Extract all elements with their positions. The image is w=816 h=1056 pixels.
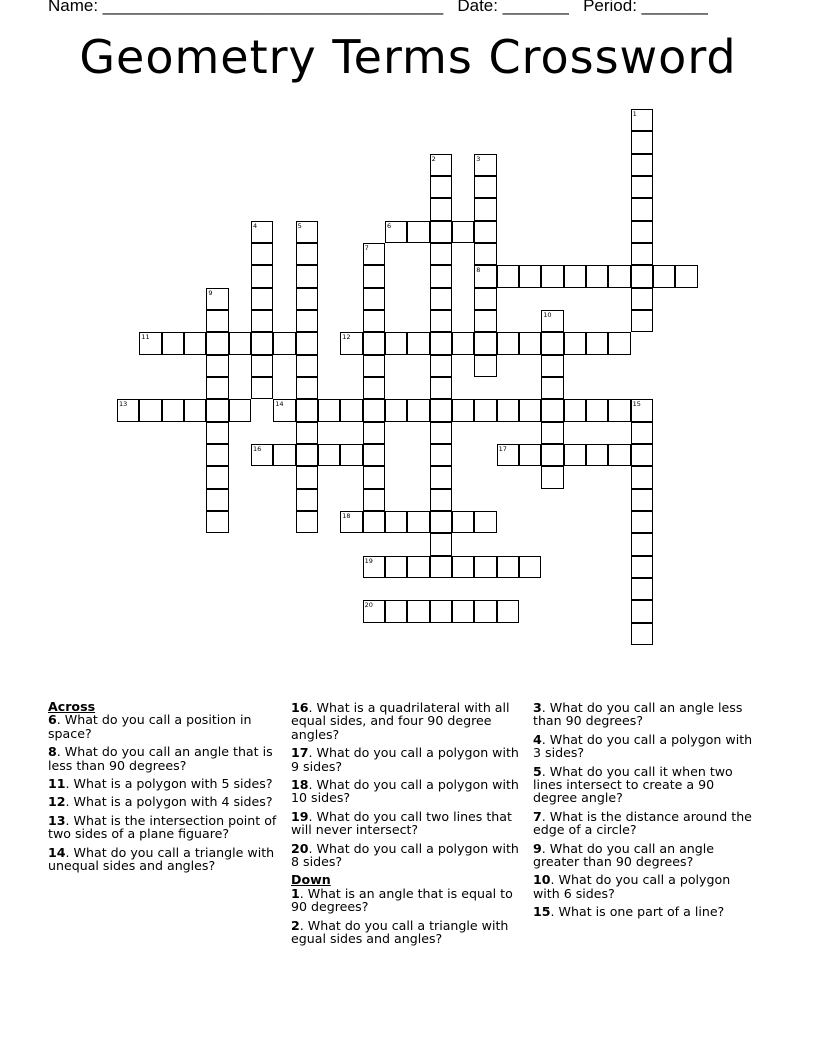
- clue-number: 19: [291, 808, 309, 824]
- grid-cell[interactable]: [631, 623, 653, 645]
- grid-cell[interactable]: [631, 131, 653, 153]
- grid-cell[interactable]: [430, 422, 452, 444]
- clue-number-label: 19: [364, 556, 373, 565]
- grid-cell[interactable]: [586, 265, 608, 287]
- grid-cell[interactable]: [296, 422, 318, 444]
- down-clue-15: 15. What is one part of a line?: [533, 904, 725, 920]
- clues-column-1: [48, 700, 278, 877]
- grid-cell[interactable]: [430, 243, 452, 265]
- grid-cell[interactable]: [162, 332, 184, 354]
- across-clue-19: 19. What do you call two lines that will never intersect?: [291, 808, 512, 838]
- grid-cell[interactable]: [251, 355, 273, 377]
- grid-cell[interactable]: [631, 221, 653, 243]
- grid-cell[interactable]: [251, 265, 273, 287]
- grid-cell[interactable]: [541, 332, 563, 354]
- grid-cell[interactable]: [296, 355, 318, 377]
- grid-cell[interactable]: [273, 444, 295, 466]
- grid-cell[interactable]: [296, 265, 318, 287]
- down-heading: Down: [291, 872, 331, 888]
- clue-text: What do you call an angle less than 90 degrees?: [533, 700, 743, 729]
- grid-cell[interactable]: [206, 444, 228, 466]
- grid-cell[interactable]: [430, 489, 452, 511]
- clue-number: 7: [533, 808, 542, 824]
- grid-cell[interactable]: [340, 444, 362, 466]
- clue-number: 1: [291, 885, 300, 901]
- grid-cell[interactable]: [608, 265, 630, 287]
- date-field[interactable]: Date: _______: [457, 0, 569, 15]
- grid-cell[interactable]: [363, 444, 385, 466]
- clue-number: 17: [291, 745, 309, 761]
- grid-cell[interactable]: [363, 377, 385, 399]
- grid-cell[interactable]: [139, 399, 161, 421]
- grid-cell[interactable]: [474, 198, 496, 220]
- grid-cell[interactable]: [608, 444, 630, 466]
- grid-cell[interactable]: [631, 288, 653, 310]
- grid-cell[interactable]: [430, 288, 452, 310]
- grid-cell[interactable]: [564, 332, 586, 354]
- clue-text: What do you call a polygon with 10 sides?: [291, 777, 519, 806]
- clue-number-label: 18: [342, 511, 351, 520]
- grid-cell[interactable]: [519, 399, 541, 421]
- clue-number: 14: [48, 844, 66, 860]
- grid-cell[interactable]: [564, 265, 586, 287]
- grid-cell[interactable]: [318, 444, 340, 466]
- grid-cell[interactable]: [206, 310, 228, 332]
- grid-cell[interactable]: [430, 466, 452, 488]
- grid-cell[interactable]: [296, 489, 318, 511]
- grid-cell[interactable]: [608, 332, 630, 354]
- grid-cell[interactable]: [385, 332, 407, 354]
- grid-cell[interactable]: [206, 399, 228, 421]
- grid-cell[interactable]: [340, 399, 362, 421]
- grid-cell[interactable]: [430, 556, 452, 578]
- grid-cell[interactable]: [631, 556, 653, 578]
- grid-cell[interactable]: [430, 176, 452, 198]
- grid-cell[interactable]: [229, 399, 251, 421]
- grid-cell[interactable]: [474, 399, 496, 421]
- across-clue-20: 20. What do you call a polygon with 8 sides?: [291, 840, 519, 870]
- clue-number: 10: [533, 872, 551, 888]
- grid-cell[interactable]: [497, 600, 519, 622]
- grid-cell[interactable]: [363, 332, 385, 354]
- grid-cell[interactable]: [430, 377, 452, 399]
- grid-cell[interactable]: [564, 444, 586, 466]
- grid-cell[interactable]: [541, 355, 563, 377]
- clue-text: What do you call a polygon with 8 sides?: [291, 840, 519, 870]
- grid-cell[interactable]: [541, 399, 563, 421]
- grid-cell[interactable]: [296, 466, 318, 488]
- down-clue-3: 3. What do you call an angle less than 90 degrees?: [533, 700, 743, 729]
- grid-cell[interactable]: [206, 332, 228, 354]
- grid-cell[interactable]: [497, 556, 519, 578]
- grid-cell[interactable]: [184, 332, 206, 354]
- period-field[interactable]: Period: _______: [583, 0, 708, 15]
- clue-number-label: 9: [208, 288, 213, 297]
- clue-text: What do you call a triangle with unequal sides and angles?: [48, 844, 275, 874]
- clue-number-label: 17: [498, 444, 507, 453]
- down-clue-4: 4. What do you call a polygon with 3 sides?: [533, 731, 753, 761]
- grid-cell[interactable]: [519, 265, 541, 287]
- down-clue-1: 1. What is an angle that is equal to 90 degrees?: [291, 885, 513, 915]
- grid-cell[interactable]: [363, 489, 385, 511]
- grid-cell[interactable]: [363, 399, 385, 421]
- grid-cell[interactable]: [474, 310, 496, 332]
- clue-number-label: 16: [252, 444, 262, 453]
- grid-cell[interactable]: [497, 265, 519, 287]
- grid-cell[interactable]: [407, 221, 429, 243]
- clue-text: What do you call it when two lines intersect to create a 90 degree angle?: [533, 763, 733, 806]
- grid-cell[interactable]: [251, 377, 273, 399]
- clue-number: 9: [533, 840, 542, 856]
- grid-cell[interactable]: [206, 377, 228, 399]
- grid-cell[interactable]: [430, 265, 452, 287]
- grid-cell[interactable]: [474, 176, 496, 198]
- grid-cell[interactable]: [631, 444, 653, 466]
- grid-cell[interactable]: [296, 243, 318, 265]
- grid-cell[interactable]: [474, 221, 496, 243]
- grid-cell[interactable]: [541, 265, 563, 287]
- clue-number-label: 15: [632, 400, 641, 409]
- grid-cell[interactable]: [474, 556, 496, 578]
- grid-cell[interactable]: [296, 288, 318, 310]
- clue-text: What do you call a triangle with egual sides and angles?: [291, 917, 509, 947]
- clue-number-label: 1: [632, 110, 637, 118]
- clue-number-label: 2: [431, 154, 436, 163]
- grid-cell[interactable]: [407, 556, 429, 578]
- clue-number: 12: [48, 794, 66, 810]
- grid-cell[interactable]: [407, 600, 429, 622]
- clue-number: 20: [291, 840, 309, 856]
- grid-cell[interactable]: [430, 198, 452, 220]
- clue-number-label: 14: [275, 400, 284, 409]
- grid-cell[interactable]: [251, 332, 273, 354]
- grid-cell[interactable]: [452, 600, 474, 622]
- grid-cell[interactable]: [296, 444, 318, 466]
- clue-number: 18: [291, 777, 309, 793]
- grid-cell[interactable]: [631, 511, 653, 533]
- grid-cell[interactable]: [296, 511, 318, 533]
- grid-cell[interactable]: [162, 399, 184, 421]
- clue-number-label: 3: [476, 154, 481, 163]
- grid-cell[interactable]: [474, 288, 496, 310]
- grid-cell[interactable]: [631, 154, 653, 176]
- grid-cell[interactable]: [363, 511, 385, 533]
- grid-cell[interactable]: [541, 422, 563, 444]
- grid-cell[interactable]: [430, 399, 452, 421]
- across-clue-11: 11. What is a polygon with 5 sides?: [48, 776, 273, 792]
- grid-cell[interactable]: [474, 332, 496, 354]
- grid-cell[interactable]: [519, 332, 541, 354]
- clue-number: 15: [533, 904, 551, 920]
- clue-number-label: 12: [342, 333, 351, 342]
- down-clue-9: 9. What do you call an angle greater than 90 degrees?: [533, 840, 715, 870]
- grid-cell[interactable]: [430, 310, 452, 332]
- clue-text: What is the intersection point of two sides of a plane figuare?: [48, 812, 277, 842]
- clue-text: What is one part of a line?: [558, 904, 725, 920]
- down-clue-10: 10. What do you call a polygon with 6 sides?: [533, 872, 731, 901]
- grid-cell[interactable]: [430, 332, 452, 354]
- across-clue-6: 6. What do you call a position in space?: [48, 712, 252, 741]
- grid-cell[interactable]: [631, 533, 653, 555]
- grid-cell[interactable]: [586, 332, 608, 354]
- page-title: Geometry Terms Crossword: [79, 30, 737, 84]
- grid-cell[interactable]: [541, 377, 563, 399]
- grid-cell[interactable]: [296, 377, 318, 399]
- clue-text: What is a polygon with 4 sides?: [73, 794, 273, 810]
- grid-cell[interactable]: [385, 511, 407, 533]
- grid-cell[interactable]: [363, 466, 385, 488]
- grid-cell[interactable]: [251, 310, 273, 332]
- grid-cell[interactable]: [631, 176, 653, 198]
- clue-number: 6: [48, 712, 57, 728]
- down-clue-5: 5. What do you call it when two lines intersect to create a 90 degree angle?: [533, 763, 733, 806]
- grid-cell[interactable]: [586, 444, 608, 466]
- grid-cell[interactable]: [631, 422, 653, 444]
- grid-cell[interactable]: [363, 310, 385, 332]
- clue-number-label: 7: [364, 243, 369, 252]
- grid-cell[interactable]: [474, 600, 496, 622]
- grid-cell[interactable]: [407, 332, 429, 354]
- down-clue-2: 2. What do you call a triangle with egual sides and angles?: [291, 917, 509, 947]
- grid-cell[interactable]: [541, 444, 563, 466]
- grid-cell[interactable]: [296, 332, 318, 354]
- grid-cell[interactable]: [541, 466, 563, 488]
- grid-cell[interactable]: [631, 466, 653, 488]
- clues-column-2: [291, 701, 523, 951]
- grid-cell[interactable]: [273, 332, 295, 354]
- grid-cell[interactable]: [407, 399, 429, 421]
- grid-cell[interactable]: [296, 310, 318, 332]
- clue-text: What is a quadrilateral with all equal sides, and four 90 degree angles?: [291, 700, 510, 742]
- across-clue-8: 8. What do you call an angle that is less than 90 degrees?: [48, 744, 273, 773]
- clue-number: 4: [533, 731, 542, 747]
- clues-column-3: [533, 701, 755, 924]
- clue-text: What do you call two lines that will never intersect?: [291, 808, 512, 838]
- clue-number-label: 11: [141, 333, 150, 342]
- grid-cell[interactable]: [430, 444, 452, 466]
- grid-cell[interactable]: [184, 399, 206, 421]
- grid-cell[interactable]: [363, 265, 385, 287]
- clue-text: What do you call a position in space?: [48, 712, 252, 741]
- across-clue-18: 18. What do you call a polygon with 10 sides?: [291, 777, 519, 806]
- grid-cell[interactable]: [519, 556, 541, 578]
- grid-cell[interactable]: [430, 511, 452, 533]
- grid-cell[interactable]: [631, 310, 653, 332]
- grid-cell[interactable]: [452, 221, 474, 243]
- clue-number-label: 5: [297, 221, 302, 230]
- across-clue-16: 16. What is a quadrilateral with all equal sides, and four 90 degree angles?: [291, 700, 510, 742]
- clue-number: 13: [48, 812, 66, 828]
- grid-cell[interactable]: [631, 198, 653, 220]
- grid-cell[interactable]: [206, 489, 228, 511]
- clue-number-label: 8: [476, 266, 481, 275]
- clue-text: What do you call an angle greater than 90 degrees?: [533, 840, 715, 870]
- clue-number: 2: [291, 917, 300, 933]
- grid-cell[interactable]: [430, 221, 452, 243]
- clue-number-label: 10: [543, 310, 552, 319]
- grid-cell[interactable]: [631, 489, 653, 511]
- grid-cell[interactable]: [497, 399, 519, 421]
- clue-text: What is the distance around the edge of a circle?: [533, 808, 752, 838]
- grid-cell[interactable]: [206, 466, 228, 488]
- grid-cell[interactable]: [363, 355, 385, 377]
- grid-cell[interactable]: [452, 556, 474, 578]
- clue-number: 16: [291, 700, 309, 715]
- grid-cell[interactable]: [206, 511, 228, 533]
- clue-number-label: 20: [364, 601, 373, 610]
- grid-cell[interactable]: [385, 556, 407, 578]
- across-clue-17: 17. What do you call a polygon with 9 sides?: [291, 745, 519, 774]
- clue-text: What is a polygon with 5 sides?: [73, 776, 273, 792]
- grid-cell[interactable]: [430, 355, 452, 377]
- clue-number: 8: [48, 744, 57, 760]
- across-heading: Across: [48, 699, 96, 714]
- grid-cell[interactable]: [519, 444, 541, 466]
- grid-cell[interactable]: [564, 399, 586, 421]
- grid-cell[interactable]: [608, 399, 630, 421]
- clue-number-label: 6: [386, 221, 392, 230]
- grid-cell[interactable]: [452, 511, 474, 533]
- clue-text: What do you call an angle that is less than 90 degrees?: [48, 744, 273, 773]
- grid-cell[interactable]: [251, 288, 273, 310]
- grid-cell[interactable]: [229, 332, 251, 354]
- clue-text: What is an angle that is equal to 90 degrees?: [291, 885, 513, 915]
- grid-cell[interactable]: [631, 578, 653, 600]
- grid-cell[interactable]: [407, 511, 429, 533]
- grid-cell[interactable]: [318, 399, 340, 421]
- grid-cell[interactable]: [206, 355, 228, 377]
- across-clue-14: 14. What do you call a triangle with unequal sides and angles?: [48, 844, 275, 874]
- across-clue-12: 12. What is a polygon with 4 sides?: [48, 794, 273, 810]
- grid-cell[interactable]: [675, 265, 697, 287]
- clue-text: What do you call a polygon with 9 sides?: [291, 745, 519, 774]
- grid-cell[interactable]: [631, 243, 653, 265]
- grid-cell[interactable]: [474, 511, 496, 533]
- grid-cell[interactable]: [385, 399, 407, 421]
- grid-cell[interactable]: [452, 399, 474, 421]
- clue-number: 11: [48, 776, 66, 792]
- grid-cell[interactable]: [430, 533, 452, 555]
- grid-cell[interactable]: [586, 399, 608, 421]
- grid-cell[interactable]: [631, 600, 653, 622]
- grid-cell[interactable]: [474, 243, 496, 265]
- grid-cell[interactable]: [385, 600, 407, 622]
- down-clue-7: 7. What is the distance around the edge of a circle?: [533, 808, 752, 838]
- grid-cell[interactable]: [631, 265, 653, 287]
- clue-number-label: 13: [119, 400, 128, 409]
- grid-cell[interactable]: [653, 265, 675, 287]
- grid-cell[interactable]: [430, 600, 452, 622]
- name-field[interactable]: Name: ____________________________________: [48, 0, 444, 15]
- grid-cell[interactable]: [206, 422, 228, 444]
- grid-cell[interactable]: [363, 422, 385, 444]
- grid-cell[interactable]: [296, 399, 318, 421]
- grid-cell[interactable]: [251, 243, 273, 265]
- across-clue-13: 13. What is the intersection point of two sides of a plane figuare?: [48, 812, 277, 842]
- grid-cell[interactable]: [497, 332, 519, 354]
- grid-cell[interactable]: [363, 288, 385, 310]
- clue-number-label: 4: [252, 221, 258, 230]
- clue-text: What do you call a polygon with 6 sides?: [533, 872, 731, 901]
- grid-cell[interactable]: [452, 332, 474, 354]
- grid-cell[interactable]: [474, 355, 496, 377]
- clue-number: 5: [533, 763, 542, 779]
- clue-number: 3: [533, 700, 542, 715]
- clue-text: What do you call a polygon with 3 sides?: [533, 731, 753, 761]
